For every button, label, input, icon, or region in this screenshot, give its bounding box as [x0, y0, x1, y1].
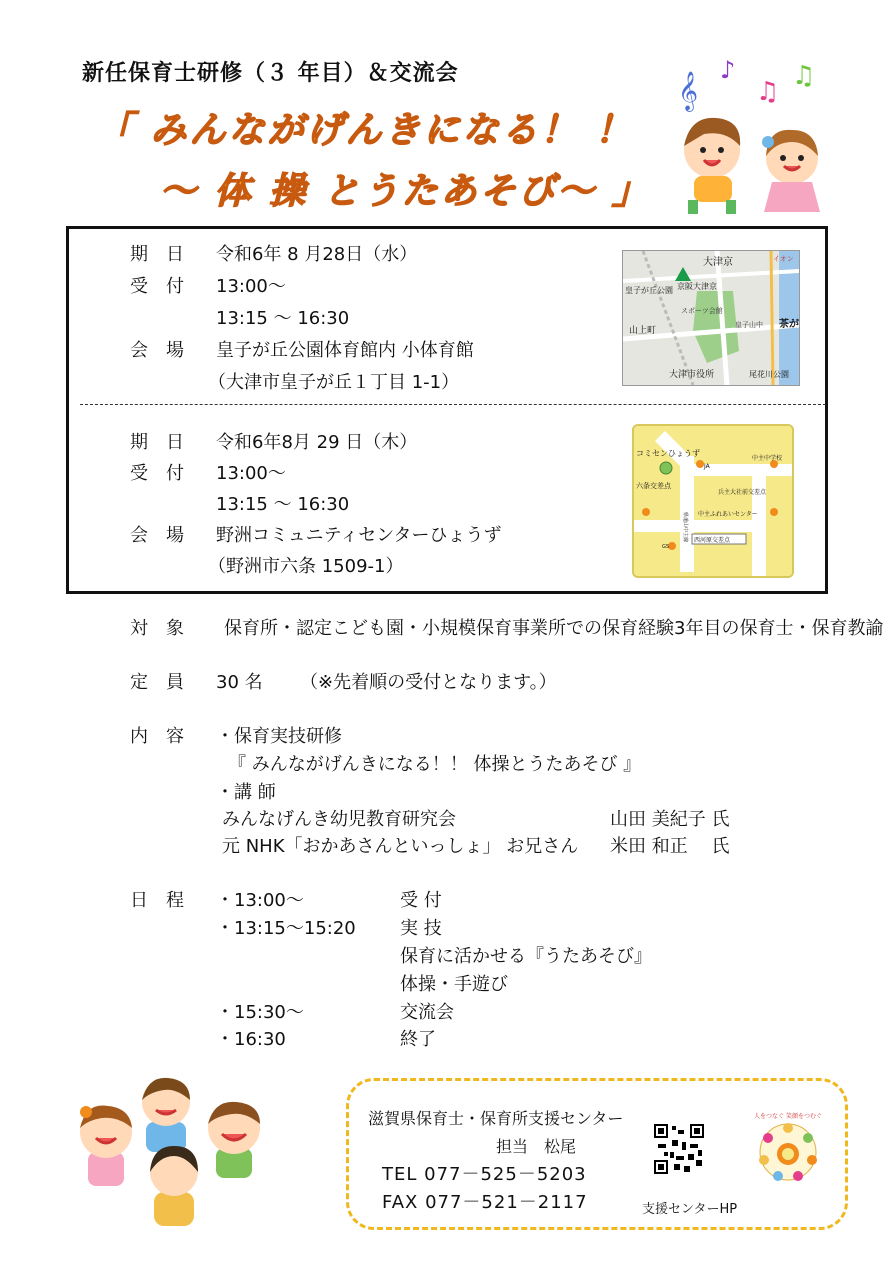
support-center-logo	[748, 1108, 828, 1188]
session1-reception: 13:00～	[216, 276, 286, 297]
child-icon	[80, 1105, 132, 1186]
logo-text: 人をつなぐ 笑顔をつむぐ	[754, 1113, 822, 1120]
hp-label: 支援センターHP	[642, 1202, 738, 1217]
session2-date-row	[130, 428, 417, 454]
contact-org: 滋賀県保育士・保育所支援センター	[368, 1109, 624, 1128]
capacity-label: 定 員	[130, 672, 184, 693]
map-label: 京阪大津京	[677, 282, 717, 291]
session2-reception: 13:00～	[216, 463, 286, 484]
lecturer-name: 山田 美紀子 氏	[610, 809, 730, 830]
venue-marker-icon	[660, 462, 672, 474]
schedule-desc: 終了	[400, 1029, 436, 1050]
schedule-label: 日 程	[130, 890, 184, 911]
session2-venue-row	[130, 521, 501, 547]
map-label: 中主中学校	[752, 455, 783, 462]
map-label: 六条交差点	[636, 482, 671, 490]
session2-venue: 野洲コミュニティセンターひょうず	[216, 525, 502, 546]
target-value: 保育所・認定こども園・小規模保育事業所での保育経験3年目の保育士・保育教諭	[224, 618, 884, 639]
content-item1-title: 『 みんながげんきになる！！ 体操とうたあそび 』	[228, 754, 642, 775]
lecturer-org: みんなげんき幼児教育研究会	[222, 809, 456, 830]
schedule-time: ・15:30～	[216, 1002, 304, 1023]
capacity-note: （※先着順の受付となります。）	[300, 672, 557, 693]
session1-reception-row	[130, 272, 286, 298]
contact-person: 担当 松尾	[496, 1137, 577, 1156]
map-label: コミセンひょうず	[636, 449, 700, 458]
session2-map	[632, 424, 794, 578]
map-label: 大津市役所	[669, 370, 715, 380]
schedule-desc: 受 付	[400, 890, 442, 911]
map-label: GS	[662, 544, 670, 550]
lecturer-org: 元 NHK「おかあさんといっしょ」 お兄さん	[222, 836, 579, 857]
capacity-value: 30 名	[216, 672, 263, 693]
map-label: 皇子山中	[735, 321, 763, 329]
map-label: 尾花川公園	[749, 370, 789, 379]
music-note-icon: ♫	[792, 61, 816, 91]
boy-icon	[684, 118, 740, 214]
session-divider	[80, 404, 826, 405]
session1-venue: 皇子が丘公園体育館内 小体育館	[216, 340, 474, 361]
schedule-desc: 体操・手遊び	[400, 974, 508, 995]
session1-time: 13:15 ～ 16:30	[216, 308, 350, 329]
target-label: 対 象	[130, 618, 184, 639]
reception-label: 受 付	[130, 276, 184, 297]
map-label: JA	[704, 463, 710, 470]
schedule-desc: 保育に活かせる『うたあそび』	[400, 946, 652, 967]
lecturer-name: 米田 和正 氏	[610, 836, 730, 857]
venue-label: 会 場	[130, 525, 184, 546]
content-row	[130, 722, 342, 748]
session1-venue-row	[130, 336, 474, 362]
music-note-icon: ♪	[720, 56, 736, 84]
content-label: 内 容	[130, 726, 184, 747]
map-label: 兵主大社前交差点	[718, 489, 767, 496]
session2-reception-row	[130, 459, 286, 485]
schedule-time: ・16:30	[216, 1029, 286, 1050]
session2-address: （野洲市六条 1509-1）	[208, 556, 404, 577]
kids-music-illustration	[660, 50, 850, 220]
schedule-time: ・13:15～15:20	[216, 918, 356, 939]
girl-icon	[762, 130, 820, 212]
map-label: 県道山中主線	[682, 512, 688, 543]
event-title-line1: 「 みんながげんきになる！ ！	[96, 110, 635, 151]
map-label: 茶が	[779, 319, 799, 330]
map-label: 大津京	[703, 257, 733, 268]
music-note-icon: ♫	[756, 77, 780, 107]
date-label: 期 日	[130, 244, 184, 265]
contact-fax: FAX 077－521－2117	[382, 1192, 588, 1213]
content-item2: ・講 師	[216, 782, 276, 803]
reception-label: 受 付	[130, 463, 184, 484]
target-row	[130, 614, 883, 640]
session2-date: 令和6年8月 29 日（木）	[216, 432, 418, 453]
qr-code-icon[interactable]	[654, 1124, 704, 1174]
child-icon	[150, 1146, 198, 1226]
map-label: 西河原交差点	[694, 537, 731, 544]
event-subtitle: 新任保育士研修（３ 年目）＆交流会	[82, 61, 459, 86]
schedule-time: ・13:00～	[216, 890, 304, 911]
map-label: イオン	[773, 255, 794, 263]
event-title-line2: ～ 体 操 とうたあそび～ 」	[160, 171, 652, 212]
contact-tel: TEL 077－525－5203	[382, 1164, 587, 1185]
session1-date-row	[130, 240, 417, 266]
map-label: スポーツ会館	[681, 307, 723, 315]
schedule-desc: 交流会	[400, 1002, 454, 1023]
map-label: 皇子が丘公園	[625, 286, 673, 295]
date-label: 期 日	[130, 432, 184, 453]
session1-address: （大津市皇子が丘１丁目 1-1）	[208, 372, 460, 393]
children-circle-illustration	[66, 1072, 276, 1232]
map-label: 中主ふれあいセンター	[698, 511, 758, 518]
session1-date: 令和6年 8 月28日（水）	[216, 244, 418, 265]
child-icon	[142, 1078, 190, 1152]
session2-time: 13:15 ～ 16:30	[216, 494, 350, 515]
treble-clef-icon: 𝄞	[678, 71, 699, 111]
schedule-desc: 実 技	[400, 918, 442, 939]
session1-map	[622, 250, 800, 386]
capacity-row	[130, 668, 557, 694]
venue-label: 会 場	[130, 340, 184, 361]
child-icon	[208, 1102, 260, 1178]
map-label: 山上町	[629, 326, 657, 336]
content-item1: ・保育実技研修	[216, 726, 342, 747]
